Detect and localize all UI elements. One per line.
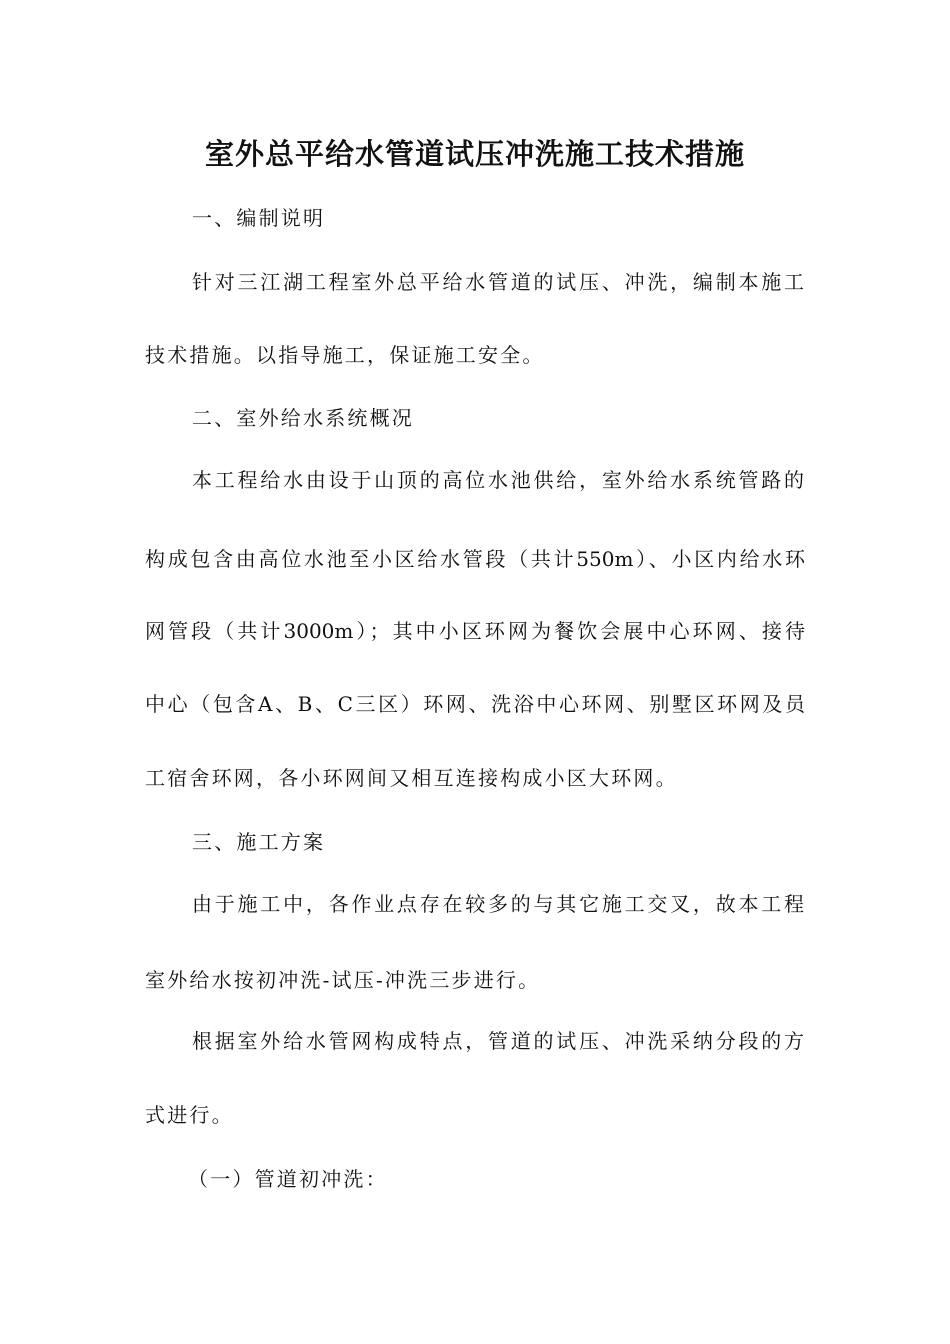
paragraph-line: 室外给水按初冲洗-试压-冲洗三步进行。 — [145, 968, 541, 992]
paragraph-line: 由于施工中，各作业点存在较多的与其它施工交叉，故本工程 — [192, 892, 804, 916]
document-title: 室外总平给水管道试压冲洗施工技术措施 — [204, 137, 745, 171]
section-heading-1: 一、编制说明 — [192, 206, 326, 230]
paragraph-line: 根据室外给水管网构成特点，管道的试压、冲洗采纳分段的方 — [192, 1029, 804, 1053]
section-heading-2: 二、室外给水系统概况 — [192, 406, 414, 430]
section-heading-3: 三、施工方案 — [192, 830, 326, 854]
paragraph-line: 工宿舍环网，各小环网间又相互连接构成小区大环网。 — [145, 766, 678, 790]
paragraph-line: 本工程给水由设于山顶的高位水池供给，室外给水系统管路的 — [192, 468, 804, 492]
subsection-heading: （一）管道初冲洗： — [188, 1167, 388, 1191]
paragraph-line: 中心（包含A、B、C三区）环网、洗浴中心环网、别墅区环网及员 — [145, 692, 805, 716]
paragraph-line: 式进行。 — [145, 1103, 234, 1127]
paragraph-line: 针对三江湖工程室外总平给水管道的试压、冲洗，编制本施工 — [192, 270, 804, 294]
paragraph-line: 网管段（共计3000m）；其中小区环网为餐饮会展中心环网、接待 — [145, 619, 805, 643]
paragraph-line: 构成包含由高位水池至小区给水管段（共计550m）、小区内给水环 — [145, 547, 805, 571]
paragraph-line: 技术措施。以指导施工，保证施工安全。 — [145, 343, 545, 367]
